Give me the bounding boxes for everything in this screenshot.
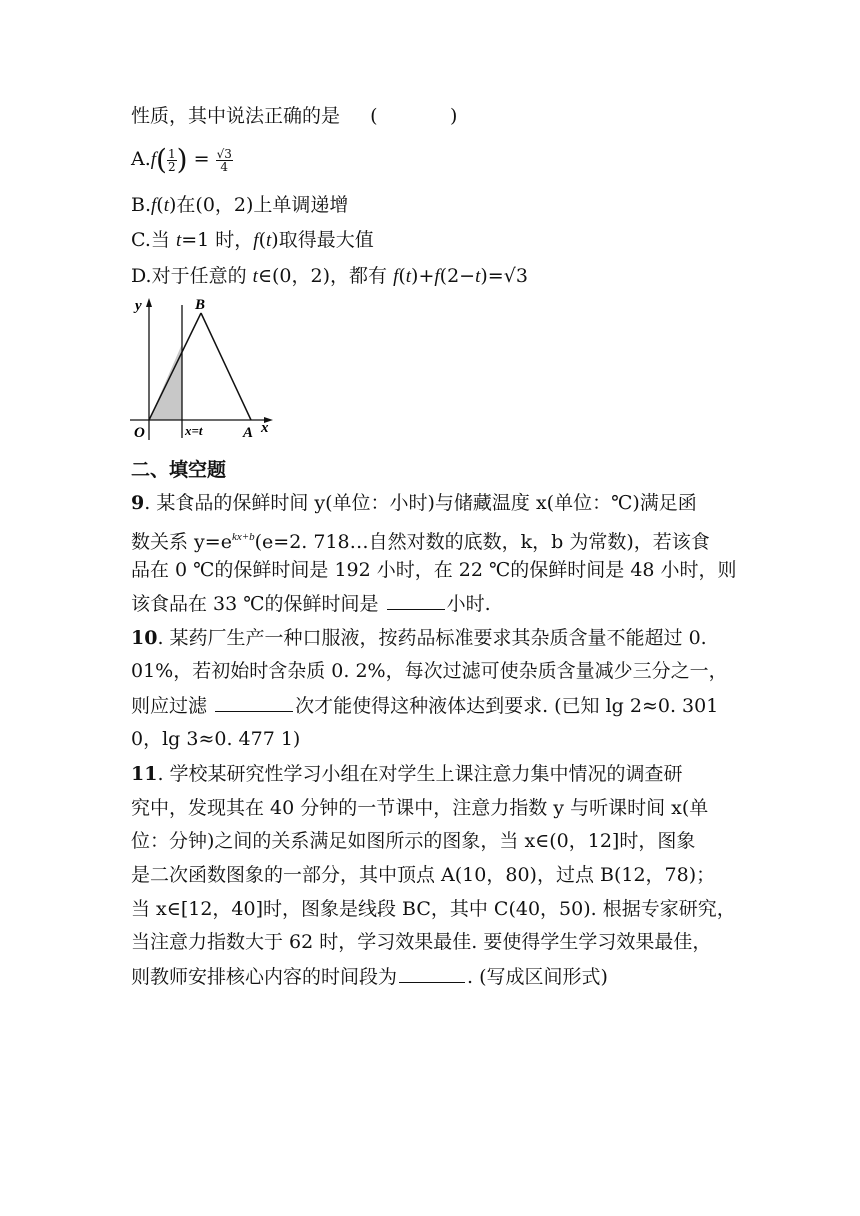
q10-line-2: 01%，若初始时含杂质 0. 2%，每次过滤可使杂质含量减少三分之一， — [131, 660, 728, 682]
q11-answer-blank[interactable] — [399, 964, 465, 983]
option-a-fraction: $\frac{1}{2}$ — [167, 146, 176, 174]
section-heading: 二、填空题 — [131, 459, 227, 481]
q9-line-4: 该食品在 33 ℃的保鲜时间是 小时. — [131, 593, 491, 615]
q9-line-2: 数关系 $y=e^{kx+b}(e=2$. 718…自然对数的底数，k，b 为常数)，若该食 — [131, 531, 710, 553]
q11-line-3: 位：分钟)之间的关系满足如图所示的图象，当 x∈(0，12]时，图象 — [131, 830, 696, 852]
q9-line-1: 9. 某食品的保鲜时间 y(单位：小时)与储藏温度 x(单位：℃)满足函 — [131, 492, 697, 514]
q11-line-4: 是二次函数图象的一部分，其中顶点 A(10，80)，过点 B(12，78)； — [131, 864, 716, 886]
option-a-func: f — [150, 149, 157, 170]
q10-line-4: 0，lg 3≈0. 477 1) — [131, 728, 301, 750]
q11-line-1: 11. 学校某研究性学习小组在对学生上课注意力集中情况的调查研 — [131, 763, 683, 785]
q11-line-5: 当 x∈[12，40]时，图象是线段 BC，其中 C(40，50). 根据专家研究， — [131, 898, 736, 920]
question-intro-line — [131, 104, 457, 128]
q11-number: 11 — [131, 763, 158, 785]
intro-text: 性质，其中说法正确的是 — [131, 105, 341, 127]
label-a: A — [243, 425, 254, 441]
q9-line-3: 品在 0 ℃的保鲜时间是 192 小时，在 22 ℃的保鲜时间是 48 小时，则 — [131, 559, 737, 581]
option-a-equals: = — [193, 148, 210, 170]
q10-line-3: 则应过滤 次才能使得这种液体达到要求. (已知 lg 2≈0. 301 — [131, 695, 719, 717]
option-a: A.f( $\frac{1}{2}$ ) = $\frac{√3}{4}$ — [131, 143, 232, 176]
label-y: y — [135, 298, 142, 314]
option-a-prefix: A. — [131, 148, 151, 170]
q11-line-2: 究中，发现其在 40 分钟的一节课中，注意力指数 y 与听课时间 x(单 — [131, 797, 709, 819]
q10-line-1: 10. 某药厂生产一种口服液，按药品标准要求其杂质含量不能超过 0. — [131, 627, 707, 649]
q11-line-7: 则教师安排核心内容的时间段为 . (写成区间形式) — [131, 966, 608, 988]
option-b: B.f(t)在(0，2)上单调递增 — [131, 194, 349, 216]
q10-number: 10 — [131, 627, 158, 649]
q9-number: 9 — [131, 492, 145, 514]
option-a-result-fraction: $\frac{√3}{4}$ — [216, 146, 232, 174]
answer-parentheses: ( ) — [370, 105, 458, 127]
label-x: x — [261, 420, 269, 436]
option-c: C.当 t=1 时，f(t)取得最大值 — [131, 229, 374, 251]
label-x-t: x=t — [185, 423, 203, 438]
triangle-figure — [125, 294, 285, 444]
label-b: B — [195, 297, 206, 313]
q11-line-6: 当注意力指数大于 62 时，学习效果最佳. 要使得学生学习效果最佳， — [131, 931, 712, 953]
edge-ba — [201, 313, 251, 420]
y-axis-arrow — [146, 298, 152, 307]
label-o: O — [134, 425, 145, 441]
q10-answer-blank[interactable] — [215, 693, 293, 712]
option-d: D.对于任意的 t∈(0，2)，都有 f(t)+f(2−t)=√3 — [131, 265, 528, 287]
q9-answer-blank[interactable] — [387, 591, 445, 610]
